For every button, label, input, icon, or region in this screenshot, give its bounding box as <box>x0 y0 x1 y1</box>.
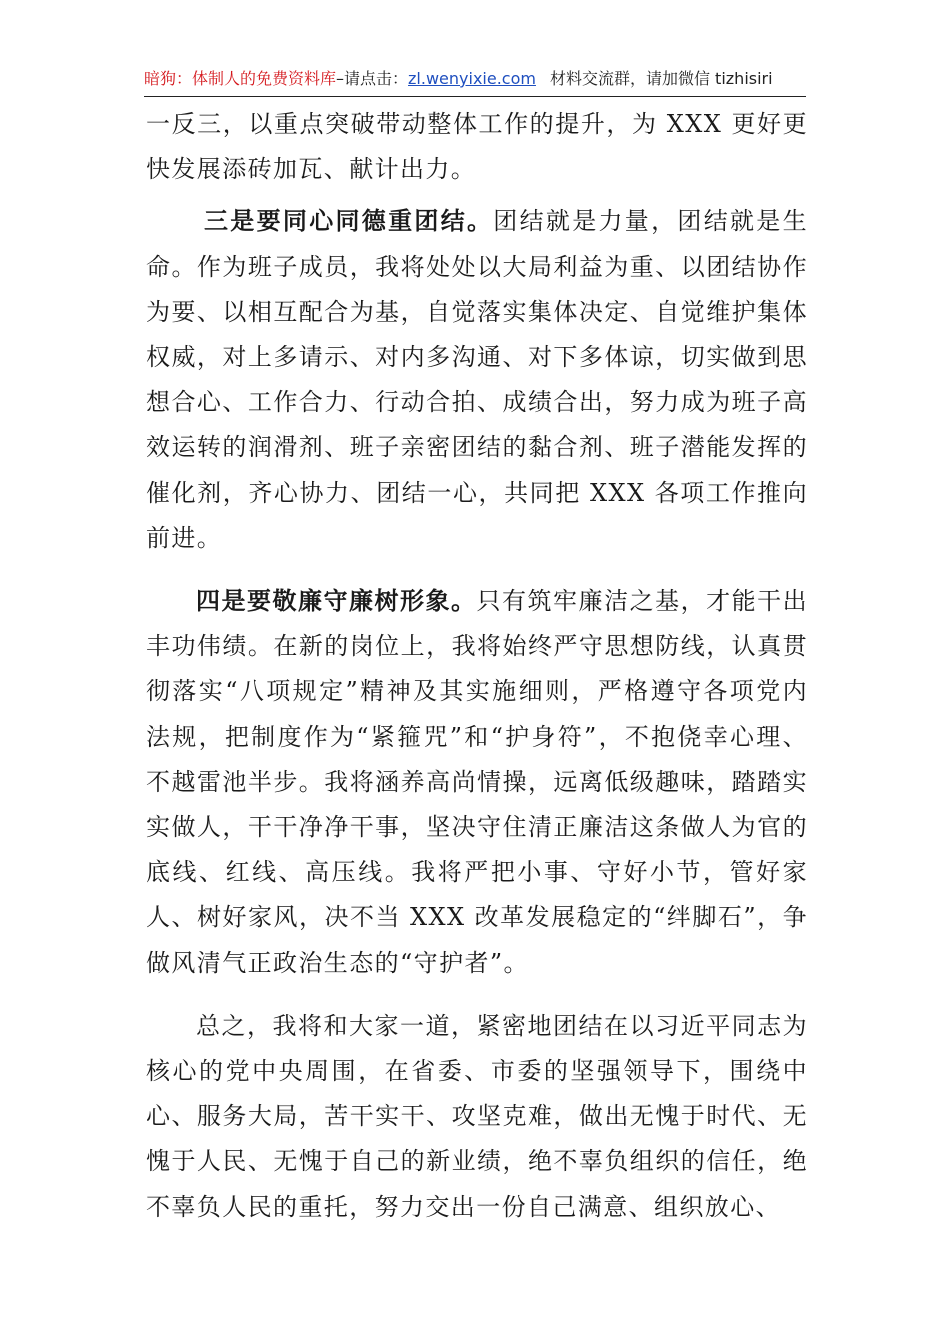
paragraph-unity <box>146 199 808 561</box>
paragraph-text: 一反三，以重点突破带动整体工作的提升，为 XXX 更好更快发展添砖加瓦、献计出力。 <box>146 110 808 184</box>
paragraph-heading: 三是要同心同德重团结。 <box>204 207 494 236</box>
document-body <box>146 102 808 1230</box>
paragraph-conclusion <box>146 1004 808 1230</box>
header-contact: 材料交流群，请加微信 tizhisiri <box>549 69 773 88</box>
paragraph-heading: 四是要敬廉守廉树形象。 <box>196 587 477 616</box>
paragraph-continuation <box>146 102 808 192</box>
paragraph-integrity <box>146 579 808 986</box>
header-prompt: –请点击： <box>336 69 409 88</box>
header-link[interactable]: zl.wenyixie.com <box>408 69 536 88</box>
paragraph-text: 团结就是力量，团结就是生命。作为班子成员，我将处处以大局利益为重、以团结协作为要、以相互配合为基，自觉落实集体决定、自觉维护集体权威，对上多请示、对内多沟通、对下多体谅，切实做到思想合心、工作合力、行动合拍、成绩合出，努力成为班子高效运转的润滑剂、班子亲密团结的黏合剂、班子潜能发挥的催化剂，齐心协力、团结一心，共同把 XXX 各项工作推向前进。 <box>146 207 808 552</box>
paragraph-text: 总之，我将和大家一道，紧密地团结在以习近平同志为核心的党中央周围，在省委、市委的坚强领导下，围绕中心、服务大局，苦干实干、攻坚克难，做出无愧于时代、无愧于人民、无愧于自己的新业绩，绝不辜负组织的信任，绝不辜负人民的重托，努力交出一份自己满意、组织放心、 <box>146 1011 808 1221</box>
watermark-header <box>144 66 806 97</box>
header-brand: 暗狗：体制人的免费资料库 <box>144 69 337 88</box>
paragraph-text: 只有筑牢廉洁之基，才能干出丰功伟绩。在新的岗位上，我将始终严守思想防线，认真贯彻落实“八项规定”精神及其实施细则，严格遵守各项党内法规，把制度作为“紧箍咒”和“护身符”，不抱侥幸心理、不越雷池半步。我将涵养高尚情操，远离低级趣味，踏踏实实做人，干干净净干事，坚决守住清正廉洁这条做人为官的底线、红线、高压线。我将严把小事、守好小节，管好家人、树好家风，决不当 XXX 改革发展稳定的“绊脚石”，争做风清气正政治生态的“守护者”。 <box>146 587 808 977</box>
